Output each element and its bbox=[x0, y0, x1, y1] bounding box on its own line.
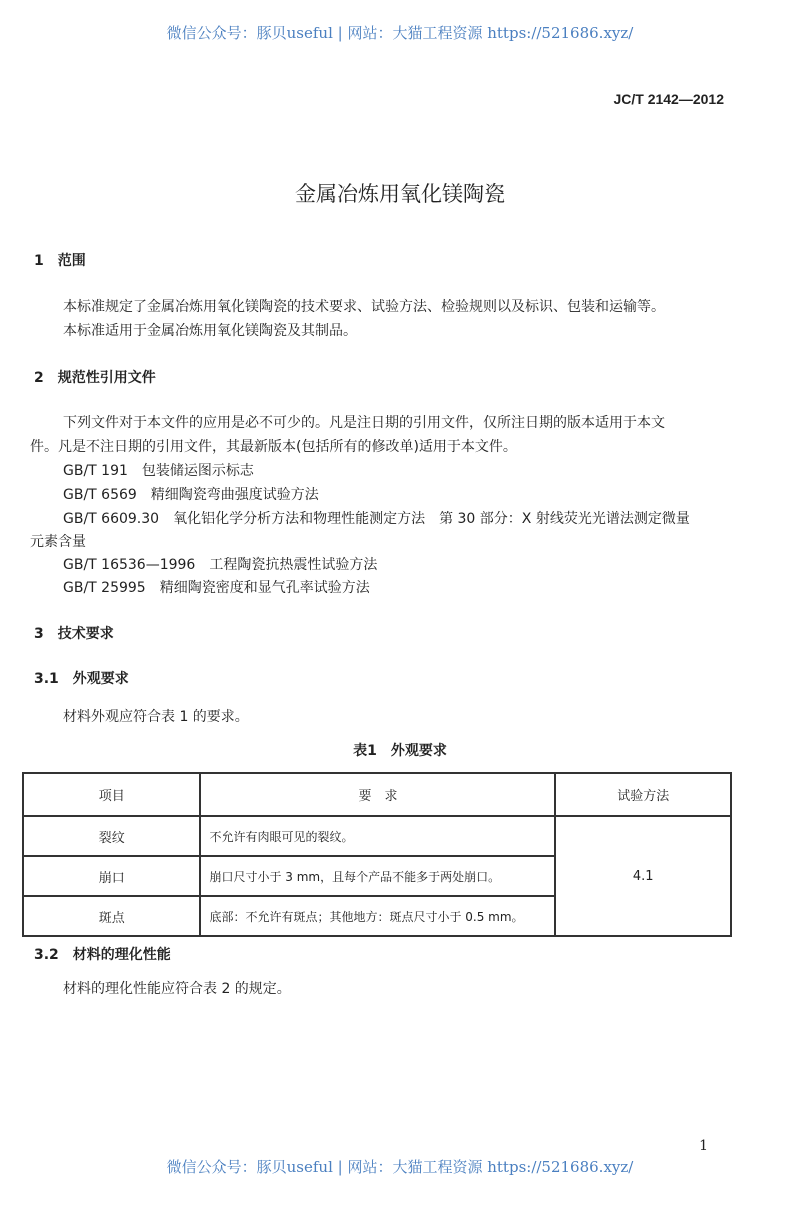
watermark-top: 微信公众号：豚贝useful | 网站：大猫工程资源 https://521686.xyz/ bbox=[166, 24, 634, 42]
header-requirement: 要 求 bbox=[200, 773, 555, 816]
cell-test-method: 4.1 bbox=[555, 816, 731, 936]
section-3-1-para: 材料外观应符合表 1 的要求。 bbox=[63, 709, 249, 725]
cell-requirement: 崩口尺寸小于 3 mm，且每个产品不能多于两处崩口。 bbox=[200, 856, 555, 896]
header-test-method: 试验方法 bbox=[555, 773, 731, 816]
standard-number: JC/T 2142—2012 bbox=[613, 91, 724, 107]
reference-item: GB/T 6569 精细陶瓷弯曲强度试验方法 bbox=[63, 487, 319, 503]
page-number: 1 bbox=[699, 1138, 708, 1154]
reference-item: GB/T 25995 精细陶瓷密度和显气孔率试验方法 bbox=[63, 580, 370, 596]
reference-item: GB/T 16536—1996 工程陶瓷抗热震性试验方法 bbox=[63, 557, 378, 573]
document-title: 金属冶炼用氧化镁陶瓷 bbox=[295, 182, 505, 206]
section-2-para-1b: 件。凡是不注日期的引用文件，其最新版本(包括所有的修改单)适用于本文件。 bbox=[30, 439, 517, 455]
reference-item-continued: 元素含量 bbox=[30, 534, 86, 550]
section-3-2-para: 材料的理化性能应符合表 2 的规定。 bbox=[63, 981, 291, 997]
section-3-2-heading: 3.2 材料的理化性能 bbox=[34, 947, 171, 963]
cell-item: 崩口 bbox=[23, 856, 200, 896]
table-header-row bbox=[23, 773, 731, 816]
section-1-para-2: 本标准适用于金属冶炼用氧化镁陶瓷及其制品。 bbox=[63, 323, 357, 339]
cell-requirement: 不允许有肉眼可见的裂纹。 bbox=[200, 816, 555, 856]
cell-item: 裂纹 bbox=[23, 816, 200, 856]
section-3-heading: 3 技术要求 bbox=[34, 626, 114, 642]
cell-item: 斑点 bbox=[23, 896, 200, 936]
section-1-heading: 1 范围 bbox=[34, 253, 86, 269]
cell-requirement: 底部：不允许有斑点；其他地方：斑点尺寸小于 0.5 mm。 bbox=[200, 896, 555, 936]
section-3-1-heading: 3.1 外观要求 bbox=[34, 671, 129, 687]
header-item: 项目 bbox=[23, 773, 200, 816]
section-2-heading: 2 规范性引用文件 bbox=[34, 370, 156, 386]
table-row bbox=[23, 816, 731, 856]
reference-item: GB/T 6609.30 氧化铝化学分析方法和物理性能测定方法 第 30 部分：X 射线荧光光谱法测定微量 bbox=[63, 511, 690, 527]
watermark-bottom: 微信公众号：豚贝useful | 网站：大猫工程资源 https://521686.xyz/ bbox=[166, 1158, 634, 1176]
table-1-appearance bbox=[22, 772, 732, 937]
table-1-caption: 表1 外观要求 bbox=[353, 743, 447, 759]
section-1-para-1: 本标准规定了金属冶炼用氧化镁陶瓷的技术要求、试验方法、检验规则以及标识、包装和运输等。 bbox=[63, 299, 665, 315]
section-2-para-1a: 下列文件对于本文件的应用是必不可少的。凡是注日期的引用文件，仅所注日期的版本适用于本文 bbox=[63, 415, 665, 431]
reference-item: GB/T 191 包装储运图示标志 bbox=[63, 463, 254, 479]
